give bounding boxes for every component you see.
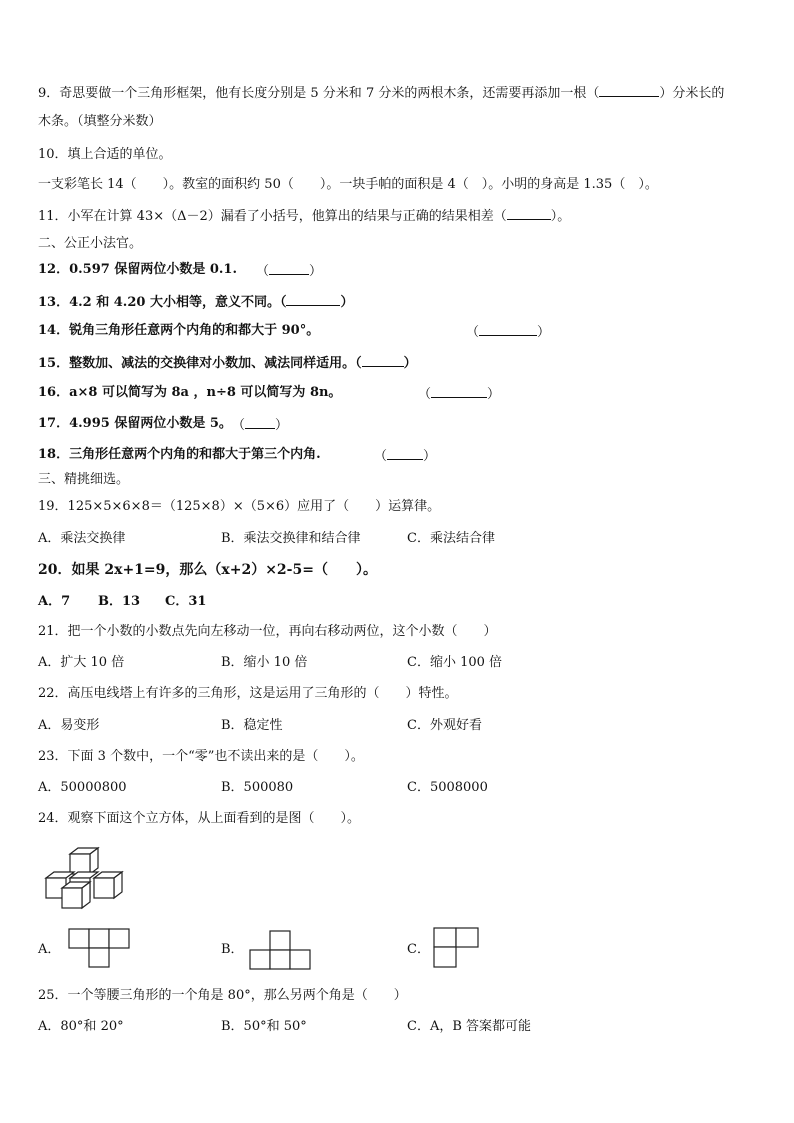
option-23-c[interactable]: C．5008000 xyxy=(407,780,488,795)
option-24-c[interactable]: C． xyxy=(407,942,430,957)
question-12: 12．0.597 保留两位小数是 0.1. xyxy=(38,262,237,277)
question-16: 16．a×8 可以简写为 8a ，n÷8 可以简写为 8n。 xyxy=(38,385,342,400)
question-13: 13．4.2 和 4.20 大小相等，意义不同。（ ） xyxy=(38,295,354,310)
question-22: 22．高压电线塔上有许多的三角形，这是运用了三角形的（ ）特性。 xyxy=(38,686,458,701)
question-23: 23．下面 3 个数中，一个“零”也不读出来的是（ ）。 xyxy=(38,749,364,764)
option-24-a[interactable]: A． xyxy=(38,942,61,957)
question-12-answer[interactable]: （ ） xyxy=(256,264,323,279)
question-17: 17．4.995 保留两位小数是 5。 xyxy=(38,416,232,431)
top-view-b-figure[interactable] xyxy=(249,930,311,970)
option-19-a[interactable]: A．乘法交换律 xyxy=(38,531,126,546)
option-19-c[interactable]: C．乘法结合律 xyxy=(407,531,495,546)
option-25-a[interactable]: A．80°和 20° xyxy=(38,1019,124,1034)
option-22-c[interactable]: C．外观好看 xyxy=(407,718,482,733)
question-24: 24．观察下面这个立方体，从上面看到的是图（ ）。 xyxy=(38,811,361,826)
question-15: 15．整数加、减法的交换律对小数加、减法同样适用。（ ） xyxy=(38,356,417,371)
question-16-answer[interactable]: （ ） xyxy=(418,387,501,402)
section-3-heading: 三、精挑细选。 xyxy=(38,472,130,487)
question-10-title: 10．填上合适的单位。 xyxy=(38,147,172,162)
option-22-a[interactable]: A．易变形 xyxy=(38,718,100,733)
option-23-a[interactable]: A．50000800 xyxy=(38,780,127,795)
question-20: 20．如果 2x+1=9，那么（x+2）×2-5=（ ）。 xyxy=(38,562,377,578)
option-22-b[interactable]: B．稳定性 xyxy=(221,718,283,733)
question-18: 18．三角形任意两个内角的和都大于第三个内角. xyxy=(38,447,321,462)
question-21: 21．把一个小数的小数点先向左移动一位，再向右移动两位，这个小数（ ） xyxy=(38,624,497,639)
question-14: 14．锐角三角形任意两个内角的和都大于 90°。 xyxy=(38,323,320,338)
question-19: 19．125×5×6×8＝（125×8）×（5×6）应用了（ ）运算律。 xyxy=(38,499,441,514)
option-21-b[interactable]: B．缩小 10 倍 xyxy=(221,655,308,670)
option-20-b[interactable]: B．13 xyxy=(98,594,141,609)
answer-blank[interactable] xyxy=(286,293,340,306)
top-view-a-figure[interactable] xyxy=(68,928,130,968)
question-9-line-2: 木条。（填整分米数） xyxy=(38,114,162,129)
answer-blank[interactable] xyxy=(599,84,659,97)
option-25-c[interactable]: C．A，B 答案都可能 xyxy=(407,1019,532,1034)
option-23-b[interactable]: B．500080 xyxy=(221,780,294,795)
option-25-b[interactable]: B．50°和 50° xyxy=(221,1019,307,1034)
question-10-body: 一支彩笔长 14（ ）。教室的面积约 50（ ）。一块手帕的面积是 4（ ）。小明的身高是 1.35（ ）。 xyxy=(38,177,658,192)
section-2-heading: 二、公正小法官。 xyxy=(38,236,143,251)
option-20-a[interactable]: A．7 xyxy=(38,594,71,609)
answer-blank[interactable] xyxy=(507,207,551,220)
option-20-c[interactable]: C．31 xyxy=(165,594,207,609)
question-9-line-1: 9．奇思要做一个三角形框架，他有长度分别是 5 分米和 7 分米的两根木条，还需要再添加一根（ ）分米长的 xyxy=(38,86,725,101)
option-19-b[interactable]: B．乘法交换律和结合律 xyxy=(221,531,361,546)
question-17-answer[interactable]: （ ） xyxy=(232,418,289,433)
option-21-a[interactable]: A．扩大 10 倍 xyxy=(38,655,125,670)
question-14-answer[interactable]: （ ） xyxy=(466,325,551,340)
top-view-c-figure[interactable] xyxy=(433,927,481,969)
question-25: 25．一个等腰三角形的一个角是 80°，那么另两个角是（ ） xyxy=(38,988,407,1003)
question-18-answer[interactable]: （ ） xyxy=(374,449,437,464)
answer-blank[interactable] xyxy=(362,354,404,367)
question-11: 11．小军在计算 43×（Δ－2）漏看了小括号，他算出的结果与正确的结果相差（ ）。 xyxy=(38,209,571,224)
option-21-c[interactable]: C．缩小 100 倍 xyxy=(407,655,503,670)
cube-stack-figure xyxy=(44,848,124,910)
option-24-b[interactable]: B． xyxy=(221,942,244,957)
